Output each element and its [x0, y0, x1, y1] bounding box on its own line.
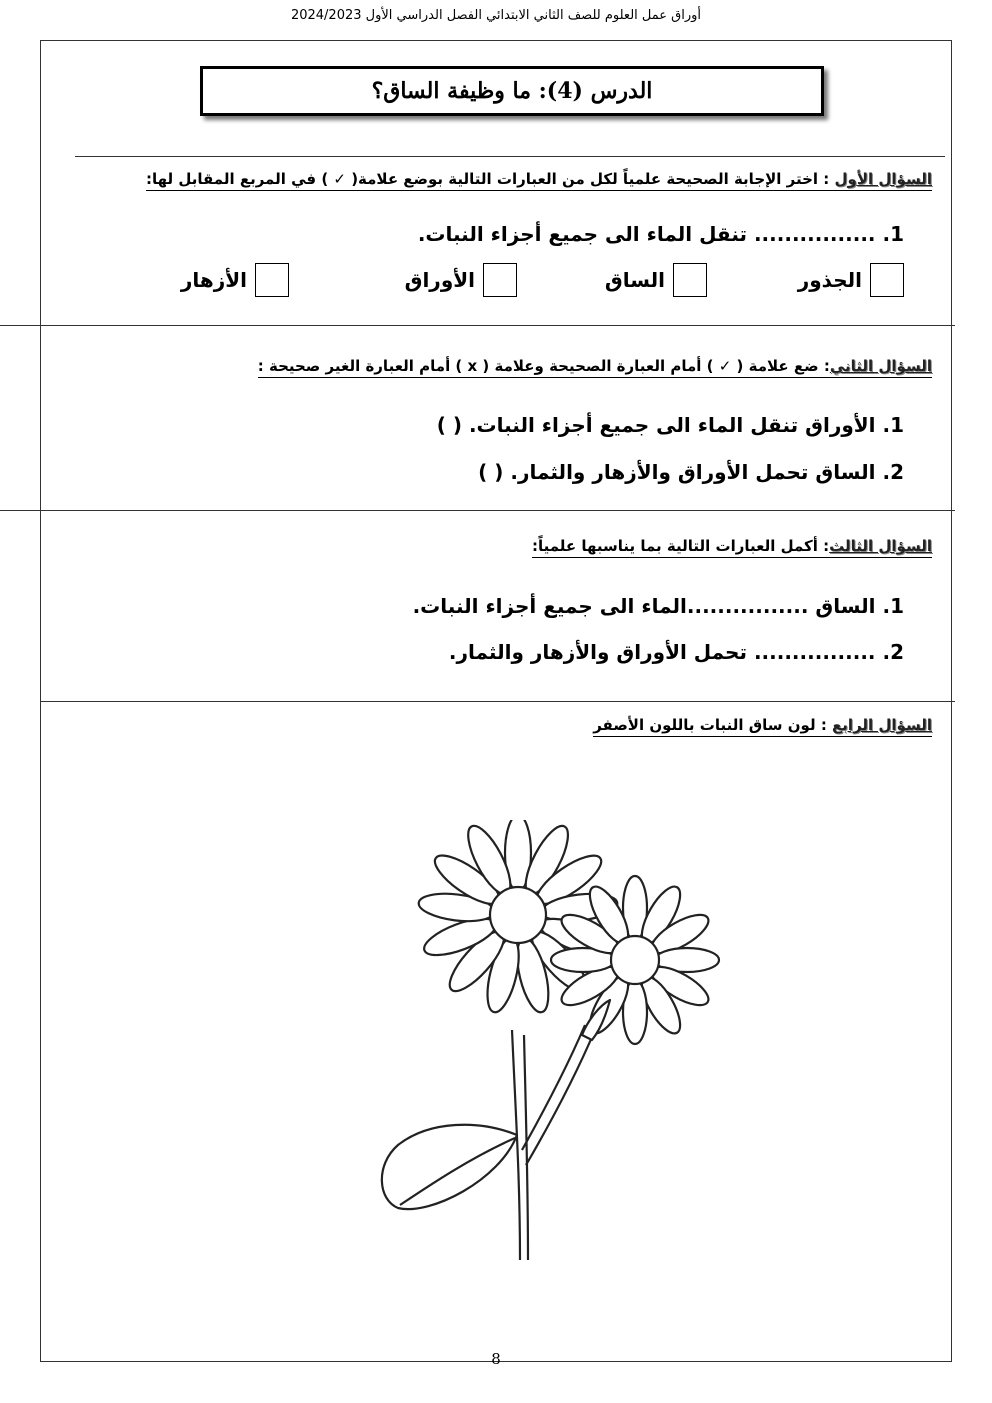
page-header: أوراق عمل العلوم للصف الثاني الابتدائي الفصل الدراسي الأول 2024/2023: [290, 8, 702, 23]
answer-checkbox[interactable]: [870, 263, 904, 297]
leaf: [382, 1125, 517, 1209]
q2-item-1: 1. الأوراق تنقل الماء الى جميع أجزاء النبات. ( ): [436, 413, 904, 437]
q1-option-label: الساق: [604, 268, 665, 292]
q3-instruction: : أكمل العبارات التالية بما يناسبها علمياً:: [531, 537, 830, 555]
flower-drawing[interactable]: [370, 820, 730, 1270]
q4-label: السؤال الرابع: [832, 716, 932, 734]
flower-center: [490, 887, 546, 943]
q3-item-2: 2. ................ تحمل الأوراق والأزهار والثمار.: [448, 640, 904, 664]
q2-item-2: 2. الساق تحمل الأوراق والأزهار والثمار. ( ): [478, 460, 904, 484]
q1-option-4[interactable]: [171, 263, 289, 297]
q1-label: السؤال الأول: [834, 170, 932, 188]
q1-option-label: الأزهار: [180, 268, 247, 292]
q1-option-1[interactable]: [788, 263, 904, 297]
page-number: 8: [491, 1350, 501, 1368]
q3-item-1: 1. الساق ................الماء الى جميع أجزاء النبات.: [412, 594, 904, 618]
answer-checkbox[interactable]: [255, 263, 289, 297]
q4-heading: [593, 716, 932, 737]
q1-instruction: : اختر الإجابة الصحيحة علمياً لكل من العبارات التالية بوضع علامة( ✓ ) في المربع المقابل لها:: [145, 170, 835, 188]
q1-heading: [146, 170, 932, 191]
q1-option-label: الأوراق: [404, 268, 475, 292]
q4-instruction: : لون ساق النبات باللون الأصفر: [593, 716, 833, 734]
lesson-title-box: [200, 66, 824, 116]
q1-option-label: الجذور: [797, 268, 862, 292]
q1-option-3[interactable]: [395, 263, 517, 297]
answer-checkbox[interactable]: [483, 263, 517, 297]
q2-instruction: : ضع علامة ( ✓ ) أمام العبارة الصحيحة وعلامة ( x ) أمام العبارة الغير صحيحة :: [257, 357, 830, 375]
divider: [75, 156, 945, 157]
divider: [0, 325, 955, 326]
divider: [40, 701, 955, 702]
q1-option-2[interactable]: [595, 263, 707, 297]
q2-heading: [258, 357, 932, 378]
branch-stem: [522, 1025, 595, 1165]
q1-item: 1. ................ تنقل الماء الى جميع أجزاء النبات.: [417, 222, 904, 246]
flower-center: [611, 936, 659, 984]
divider: [0, 510, 955, 511]
q3-heading: [532, 537, 932, 558]
lesson-title: الدرس (4): ما وظيفة الساق؟: [371, 78, 653, 104]
answer-checkbox[interactable]: [673, 263, 707, 297]
q3-label: السؤال الثالث: [829, 537, 932, 555]
q2-label: السؤال الثاني: [829, 357, 932, 375]
